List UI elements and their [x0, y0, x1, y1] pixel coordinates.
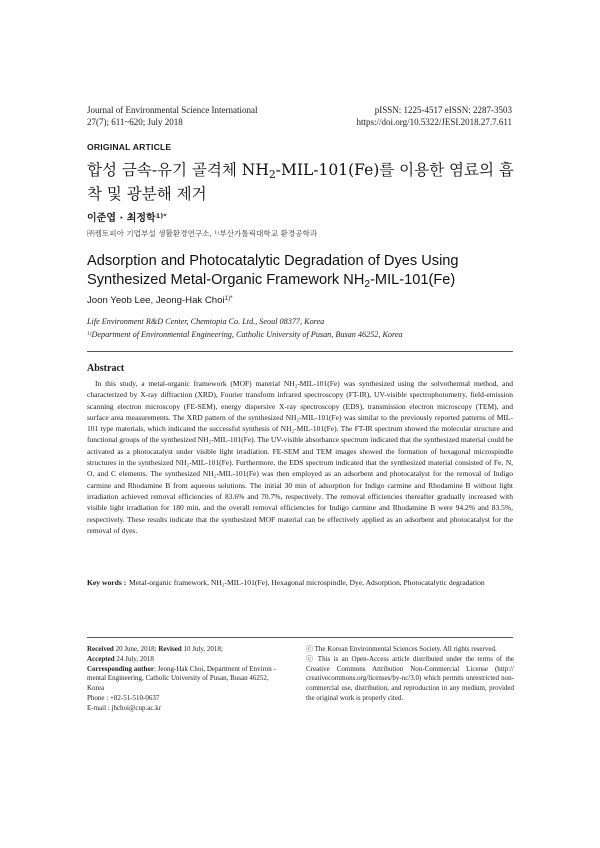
corresponding-label: Corresponding author	[87, 664, 154, 673]
english-affil-1: Life Environment R&D Center, Chemtopia Co. Ltd., Seoul 08377, Korea	[87, 317, 325, 326]
article-info	[87, 645, 287, 714]
english-affil-2-line	[87, 328, 403, 343]
korean-affiliation	[87, 228, 317, 239]
journal-volume: 27(7); 611~620; July 2018	[87, 117, 183, 127]
abstract-heading: Abstract	[87, 363, 125, 374]
dates-line-2	[87, 655, 287, 665]
abstract-text: In this study, a metal-organic framework (MOF) material NH₂-MIL-101(Fe) was synthesized using the solvothermal method, and characterized by X-ray diffraction (XRD), Fourier transform infrared spectroscopy (FT-IR), UV-visible spectrophotometry, field-emission scanning electron microscopy (FE-SEM), energy dispersive X-ray spectroscopy (EDS), transmission electron microscopy (TEM), and surface area measurements. The XRD pattern of the synthesized NH₂-MIL-101(Fe) was similar to the previously reported patterns of MIL-101 type materials, which indicated the successful synthesis of NH₂-MIL-101(Fe). The FT-IR spectrum showed the molecular structure and functional groups of the synthesized NH₂-MIL-101(Fe). The UV-visible absorbance spectrum indicated that the synthesized material could be activated as a photocatalyst under visible light irradiation. FE-SEM and TEM images showed the formation of hexagonal microspindle structures in the synthesized NH₂-MIL-101(Fe). Furthermore, the EDS spectrum indicated that the synthesized material consisted of Fe, N, O, and C elements. The synthesized NH₂-MIL-101(Fe) was then employed as an adsorbent and photocatalyst for the removal of Indigo carmine and Rhodamine B from aqueous solutions. The initial 30 min of adsorption for Indigo carmine and Rhodamine B without light irradiation achieved removal efficiencies of 83.6% and 70.7%, respectively. The removal efficiencies thereafter gradually increased with visible light irradiation for 180 min, and the overall removal efficiencies for Indigo carmine and Rhodamine B were 94.2% and 83.5%, respectively. These results indicate that the synthesized MOF material can be effectively applied as an adsorbent and photocatalyst for the removal of dyes.	[87, 379, 513, 535]
phone: Phone : +82-51-510-0637	[87, 693, 160, 702]
korean-affil-mark: 1)	[214, 229, 220, 236]
dates-line-1	[87, 645, 287, 655]
journal-header	[87, 104, 257, 128]
english-authors	[87, 295, 233, 306]
korean-authors	[87, 209, 167, 224]
korean-author-mark: 1)*	[155, 212, 167, 221]
english-author-names: Joon Yeob Lee, Jeong-Hak Choi	[87, 295, 225, 306]
korean-affil-1: ㈜켐토피아 기업부설 생활환경연구소,	[87, 229, 215, 238]
korean-affil-2: 부산가톨릭대학교 환경공학과	[219, 229, 318, 238]
english-affiliations	[87, 315, 403, 343]
english-title-subscript: 2	[364, 278, 371, 290]
english-title-part2: -MIL-101(Fe)	[370, 272, 456, 288]
korean-author-names: 이준엽 · 최정학	[87, 213, 156, 224]
abstract-top-rule	[87, 351, 513, 352]
open-access-line: ⓒ This is an Open-Access article distributed under the terms of the Creative Commons Attribution Non-Commercial License (http:// creativecommons.org/licenses/by-nc/3.0) which permits unrestricted non-commercial use, distribution, and reproduction in any medium, provided the original work is properly cited.	[306, 654, 514, 702]
doi-link[interactable]: https://doi.org/10.5322/JESI.2018.27.7.611	[356, 117, 512, 127]
license-block	[306, 645, 514, 704]
email[interactable]: E-mail : jhchoi@cup.ac.kr	[87, 703, 162, 712]
received-date: 20 June, 2018;	[113, 645, 159, 653]
korean-title	[87, 159, 519, 205]
corresponding-text: : Jeong-Hak Choi, Department of Environ -mental Engineering, Catholic University of Pusan, Busan 46252, Korea	[87, 664, 276, 693]
korean-title-part2: -MIL-101(Fe)를 이용한 염료의 흡착 및 광분해 제거	[87, 161, 514, 203]
english-affil-2: Department of Environmental Engineering, Catholic University of Pusan, Busan 46252, Korea	[91, 330, 403, 339]
english-title-line2	[87, 271, 527, 291]
revised-label: Revised	[158, 645, 182, 653]
corresponding-author	[87, 665, 287, 694]
english-title-part1: Synthesized Metal-Organic Framework NH	[87, 272, 365, 288]
english-affil-mark: 1)	[87, 330, 92, 337]
korean-title-part1: 합성 금속-유기 골격체 NH	[87, 161, 269, 179]
korean-title-subscript: 2	[268, 167, 276, 181]
keywords-text: Metal-organic framework, NH₂-MIL-101(Fe), Hexagonal microspindle, Dye, Adsorption, Photocatalytic degradation	[129, 578, 485, 587]
article-type: ORIGINAL ARTICLE	[87, 142, 172, 152]
english-title-line1: Adsorption and Photocatalytic Degradation of Dyes Using	[87, 253, 459, 269]
english-title	[87, 252, 527, 291]
journal-name: Journal of Environmental Science International	[87, 105, 258, 115]
accepted-label: Accepted	[87, 654, 115, 663]
copyright-line: ⓒ The Korean Environmental Sciences Society. All rights reserved.	[306, 645, 497, 653]
footer-rule	[87, 637, 513, 638]
journal-identifiers	[356, 104, 512, 128]
accepted-date: 24 July, 2018	[114, 654, 154, 663]
keywords	[87, 577, 513, 589]
issn: pISSN: 1225-4517 eISSN: 2287-3503	[374, 105, 512, 115]
revised-date: 10 July, 2018;	[181, 645, 223, 653]
keywords-label: Key words :	[87, 578, 127, 587]
english-author-mark: 1)*	[224, 295, 233, 303]
received-label: Received	[87, 645, 114, 653]
